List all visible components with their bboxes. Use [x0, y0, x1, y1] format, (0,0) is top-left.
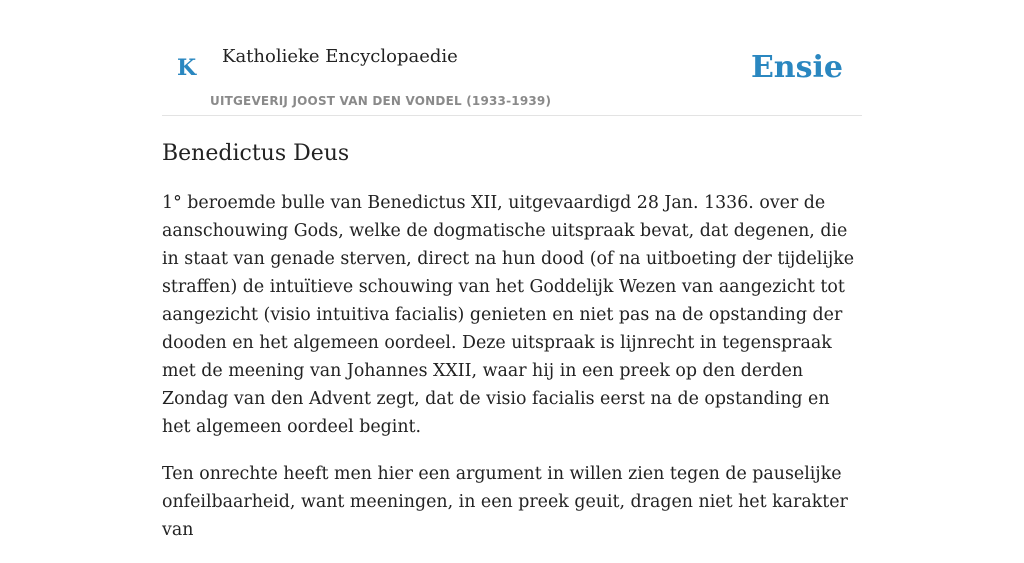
- article-title: Benedictus Deus: [162, 141, 350, 166]
- encyclopedia-title[interactable]: Katholieke Encyclopaedie: [222, 46, 458, 67]
- publisher-label: UITGEVERIJ JOOST VAN DEN VONDEL (1933-1939): [210, 94, 552, 108]
- article: [162, 138, 862, 563]
- encyclopedia-logo[interactable]: K: [177, 55, 197, 81]
- article-paragraph: Ten onrechte heeft men hier een argument in willen zien tegen de pauselijke onfeilbaarheid, want meeningen, in een preek geuit, dragen niet het karakter van: [162, 464, 848, 540]
- header: [162, 40, 862, 116]
- article-paragraph: 1° beroemde bulle van Benedictus XII, uitgevaardigd 28 Jan. 1336. over de aanschouwing Gods, welke de dogmatische uitspraak bevat, dat degenen, die in staat van genade sterven, direct na hun dood (of na uitboeting der tijdelijke straffen) de intuïtieve schouwing van het Goddelijk Wezen van aangezicht tot aangezicht (visio intuitiva facialis) genieten en niet pas na de opstanding der dooden en het algemeen oordeel. Deze uitspraak is lijnrecht in tegenspraak met de meening van Johannes XXII, waar hij in een preek op den derden Zondag van den Advent zegt, dat de visio facialis eerst na de opstanding en het algemeen oordeel begint.: [162, 193, 855, 437]
- ensie-brand-logo[interactable]: Ensie: [750, 50, 843, 85]
